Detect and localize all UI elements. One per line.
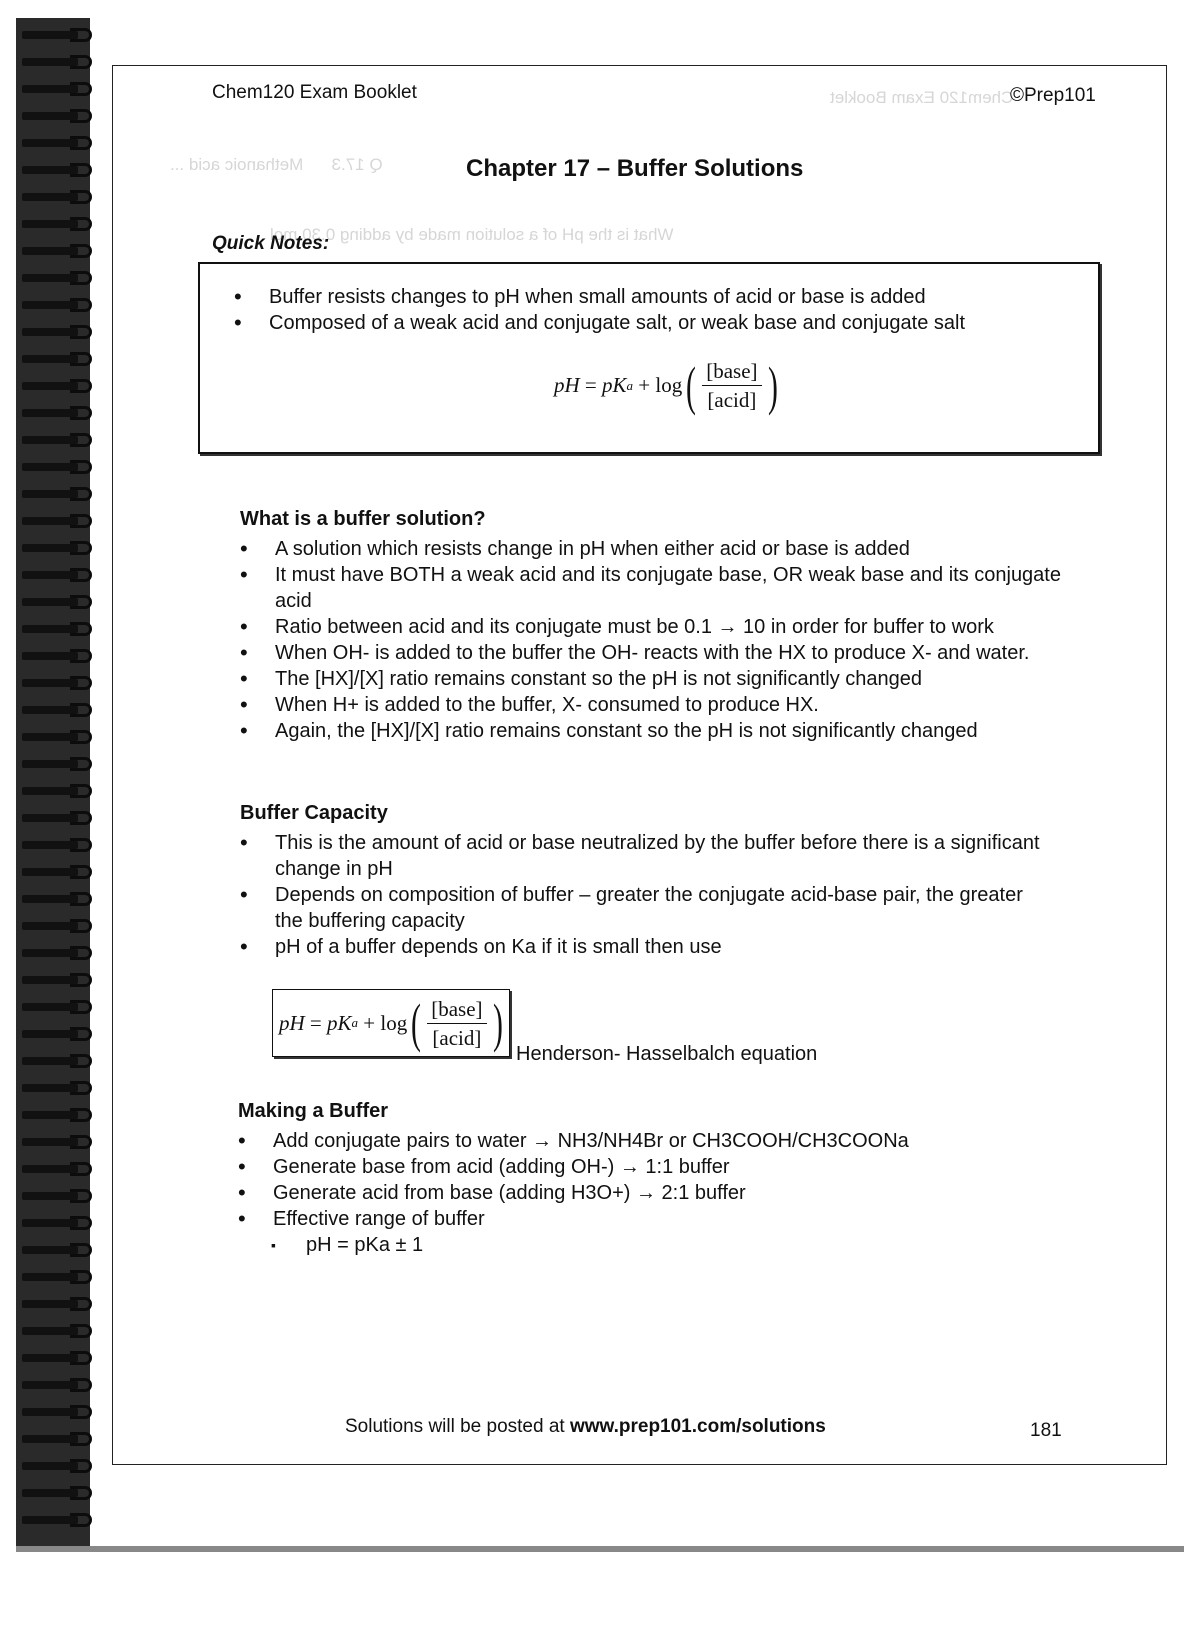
binding-coil: [22, 163, 96, 177]
binding-coil: [22, 1297, 96, 1311]
quick-notes-list: [234, 284, 1094, 336]
show-through-text: Q 17.3 Methanoic acid ...: [170, 155, 383, 174]
booklet-title: Chem120 Exam Booklet: [212, 82, 417, 103]
list-item: • It must have BOTH a weak acid and its conjugate base, OR weak base and its conjugate acid: [240, 562, 1100, 614]
binding-coil: [22, 460, 96, 474]
list-item: • The [HX]/[X] ratio remains constant so the pH is not significantly changed: [240, 666, 1100, 692]
list-item: • pH of a buffer depends on Ka if it is small then use: [240, 934, 1050, 960]
list-item: • Depends on composition of buffer – greater the conjugate acid-base pair, the greater the buffering capacity: [240, 882, 1050, 934]
binding-coil: [22, 1432, 96, 1446]
section-heading: Making a Buffer: [238, 1100, 389, 1122]
binding-coil: [22, 406, 96, 420]
binding-coil: [22, 676, 96, 690]
list-item: • Again, the [HX]/[X] ratio remains constant so the pH is not significantly changed: [240, 718, 1100, 744]
list-item: • Add conjugate pairs to water → NH3/NH4Br or CH3COOH/CH3COONa: [238, 1128, 1098, 1154]
list-item: • A solution which resists change in pH when either acid or base is added: [240, 536, 1100, 562]
binding-coil: [22, 1270, 96, 1284]
binding-coil: [22, 217, 96, 231]
binding-coil: [22, 649, 96, 663]
binding-coil: [22, 244, 96, 258]
binding-coil: [22, 622, 96, 636]
henderson-formula: pH = pK a + log ( $\frac{\text{[base]}}{\text{[acid]}}$ ): [279, 993, 503, 1053]
binding-coil: [22, 865, 96, 879]
binding-coil: [22, 28, 96, 42]
list-item: • Buffer resists changes to pH when small amounts of acid or base is added: [234, 284, 1094, 310]
making-buffer-list: [238, 1128, 1098, 1232]
henderson-formula-box: [272, 989, 510, 1057]
buffer-capacity-list: [240, 830, 1050, 960]
fraction: $\frac{\text{[base]}}{\text{[acid]}}$: [427, 995, 486, 1052]
binding-coil: [22, 325, 96, 339]
binding-coil: [22, 919, 96, 933]
binding-coil: [22, 568, 96, 582]
binding-coil: [22, 811, 96, 825]
binding-coil: [22, 892, 96, 906]
binding-coil: [22, 109, 96, 123]
list-item: • Ratio between acid and its conjugate must be 0.1 → 10 in order for buffer to work: [240, 614, 1100, 640]
quick-notes-box: [198, 262, 1100, 454]
show-through-text: What is the pH of a solution made by adding 0.30 mol: [270, 225, 674, 244]
binding-coil: [22, 973, 96, 987]
page-number: 181: [1030, 1420, 1062, 1441]
list-item: • When H+ is added to the buffer, X- consumed to produce HX.: [240, 692, 1100, 718]
binding-coil: [22, 271, 96, 285]
binding-coil: [22, 1378, 96, 1392]
what-is-buffer-list: [240, 536, 1100, 744]
binding-coil: [22, 595, 96, 609]
binding-coil: [22, 55, 96, 69]
binding-coil: [22, 1486, 96, 1500]
binding-coil: [22, 379, 96, 393]
binding-coil: [22, 136, 96, 150]
section-heading: Buffer Capacity: [240, 802, 388, 824]
binding-coil: [22, 1000, 96, 1014]
list-item: • This is the amount of acid or base neutralized by the buffer before there is a significant change in pH: [240, 830, 1050, 882]
binding-coil: [22, 1135, 96, 1149]
list-item: ▪ pH = pKa ± 1: [238, 1232, 838, 1258]
binding-coil: [22, 1216, 96, 1230]
binding-coil: [22, 730, 96, 744]
section-heading: What is a buffer solution?: [240, 508, 486, 530]
binding-coil: [22, 838, 96, 852]
binding-coil: [22, 433, 96, 447]
list-item: • Effective range of buffer: [238, 1206, 1098, 1232]
page-edge-shadow: [16, 1546, 1184, 1552]
binding-coil: [22, 1243, 96, 1257]
henderson-formula: pH = pK a + log ( $\frac{\text{[base]}}{\text{[acid]}}$ ): [554, 355, 778, 416]
binding-coil: [22, 1162, 96, 1176]
equation-label: Henderson- Hasselbalch equation: [516, 1043, 818, 1065]
list-item: • Generate base from acid (adding OH-) → 1:1 buffer: [238, 1154, 1098, 1180]
binding-coil: [22, 1189, 96, 1203]
binding-coil: [22, 190, 96, 204]
list-item: • Generate acid from base (adding H3O+) → 2:1 buffer: [238, 1180, 1098, 1206]
binding-coil: [22, 703, 96, 717]
quick-notes-label: Quick Notes:: [212, 233, 330, 254]
range-sublist: [238, 1232, 838, 1258]
binding-coil: [22, 298, 96, 312]
binding-coil: [22, 1081, 96, 1095]
binding-coil: [22, 946, 96, 960]
footer-note: Solutions will be posted at www.prep101.com/solutions: [345, 1416, 826, 1437]
chapter-title: Chapter 17 – Buffer Solutions: [466, 155, 804, 182]
binding-coil: [22, 1054, 96, 1068]
binding-coil: [22, 541, 96, 555]
copyright: ©Prep101: [1010, 85, 1096, 106]
binding-coil: [22, 1513, 96, 1527]
binding-coil: [22, 1405, 96, 1419]
fraction: $\frac{\text{[base]}}{\text{[acid]}}$: [702, 357, 761, 414]
binding-coil: [22, 352, 96, 366]
binding-coil: [22, 784, 96, 798]
solutions-link[interactable]: www.prep101.com/solutions: [569, 1416, 826, 1437]
binding-coil: [22, 757, 96, 771]
list-item: • Composed of a weak acid and conjugate salt, or weak base and conjugate salt: [234, 310, 1094, 336]
show-through-header: Chem120 Exam Booklet: [830, 88, 1014, 107]
binding-coil: [22, 1108, 96, 1122]
list-item: • When OH- is added to the buffer the OH- reacts with the HX to produce X- and water.: [240, 640, 1100, 666]
binding-coil: [22, 1351, 96, 1365]
binding-coil: [22, 1324, 96, 1338]
binding-coil: [22, 514, 96, 528]
binding-coil: [22, 1027, 96, 1041]
binding-coil: [22, 1459, 96, 1473]
binding-coil: [22, 82, 96, 96]
binding-coil: [22, 487, 96, 501]
